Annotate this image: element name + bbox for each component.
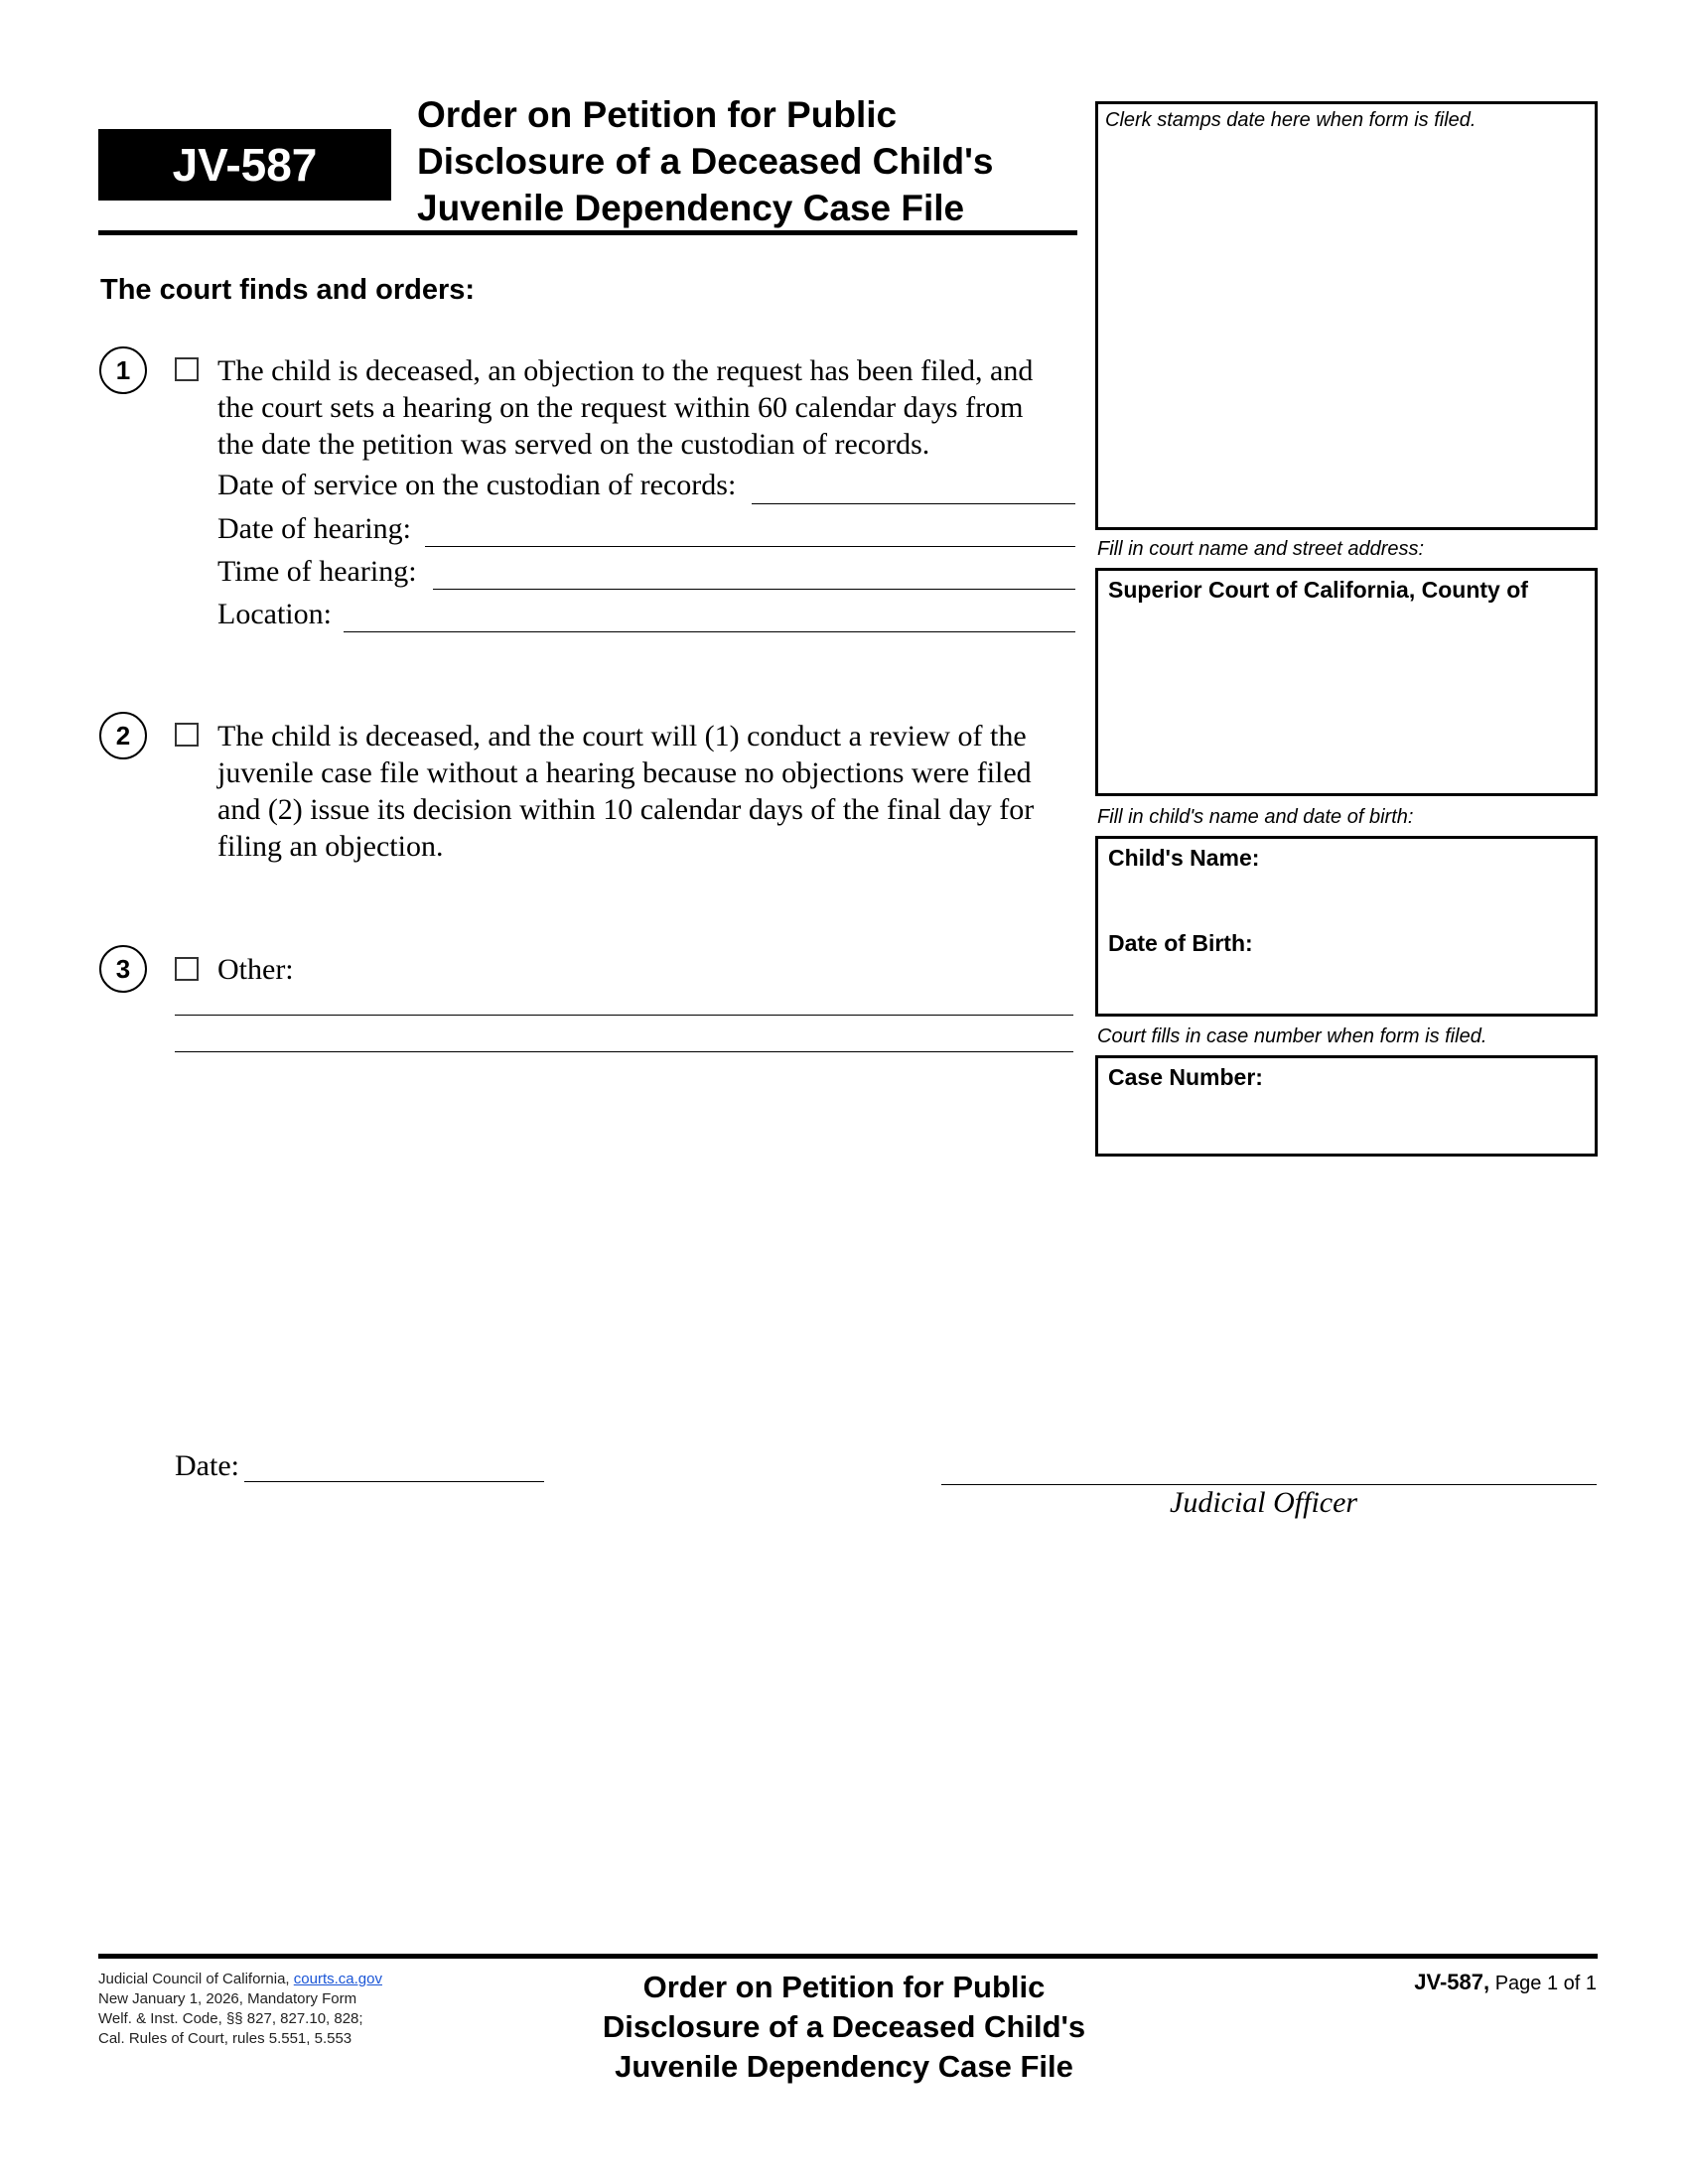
judicial-officer-label: Judicial Officer	[1170, 1486, 1358, 1519]
item-number-text: 2	[115, 720, 131, 751]
item-1-line: the date the petition was served on the custodian of records.	[217, 428, 930, 461]
date-of-service-field[interactable]	[752, 503, 1075, 504]
other-label: Other:	[217, 953, 294, 986]
case-box-caption: Court fills in case number when form is filed.	[1097, 1025, 1487, 1047]
footer-line: Cal. Rules of Court, rules 5.551, 5.553	[98, 2030, 352, 2047]
footer-title	[556, 1968, 1132, 2087]
footer-title-line: Disclosure of a Deceased Child's	[602, 2009, 1086, 2044]
form-title-line: Juvenile Dependency Case File	[417, 188, 965, 228]
item-3-checkbox[interactable]	[175, 957, 199, 981]
child-info-box[interactable]	[1095, 836, 1598, 1017]
item-2-number	[99, 712, 147, 759]
item-1-line: the court sets a hearing on the request within 60 calendar days from	[217, 391, 1024, 424]
case-number-label: Case Number:	[1108, 1064, 1263, 1090]
time-of-hearing-label: Time of hearing:	[217, 555, 417, 588]
footer-council: Judicial Council of California,	[98, 1971, 290, 1987]
item-2-text	[217, 718, 1081, 865]
form-number: JV-587	[172, 139, 318, 191]
footer-line: New January 1, 2026, Mandatory Form	[98, 1990, 357, 2007]
item-2-line: The child is deceased, and the court will (1) conduct a review of the	[217, 720, 1027, 752]
location-field[interactable]	[344, 631, 1075, 632]
child-name-label: Child's Name:	[1108, 845, 1260, 871]
clerk-stamp-caption: Clerk stamps date here when form is filed.	[1105, 109, 1477, 131]
case-number-box[interactable]	[1095, 1055, 1598, 1157]
item-1-text	[217, 352, 1071, 463]
footer-rule	[98, 1954, 1598, 1959]
form-title-line: Order on Petition for Public	[417, 94, 898, 135]
footer-page-number: Page 1 of 1	[1494, 1973, 1597, 1994]
item-2-checkbox[interactable]	[175, 723, 199, 747]
judicial-officer-signature-line[interactable]	[941, 1484, 1597, 1485]
item-number-text: 3	[115, 953, 131, 984]
other-field-line-1[interactable]	[175, 1015, 1073, 1016]
form-title-line: Disclosure of a Deceased Child's	[417, 141, 994, 182]
item-3-number	[99, 945, 147, 993]
form-title	[417, 91, 1072, 231]
item-2-line: juvenile case file without a hearing because no objections were filed	[217, 756, 1032, 789]
courts-link[interactable]: courts.ca.gov	[293, 1971, 382, 1987]
child-dob-label: Date of Birth:	[1108, 930, 1253, 956]
form-number-badge	[98, 129, 391, 201]
signature-date-label: Date:	[175, 1449, 239, 1482]
date-of-hearing-field[interactable]	[425, 546, 1075, 547]
location-label: Location:	[217, 598, 332, 630]
item-2-line: and (2) issue its decision within 10 calendar days of the final day for	[217, 793, 1035, 826]
footer-form-number: JV-587,	[1414, 1970, 1490, 1994]
time-of-hearing-field[interactable]	[433, 589, 1075, 590]
item-2-line: filing an objection.	[217, 830, 444, 863]
footer-line: Welf. & Inst. Code, §§ 827, 827.10, 828;	[98, 2010, 363, 2027]
item-1-line: The child is deceased, an objection to the request has been filed, and	[217, 354, 1034, 387]
other-field-line-2[interactable]	[175, 1051, 1073, 1052]
child-box-caption: Fill in child's name and date of birth:	[1097, 806, 1414, 828]
court-name-label: Superior Court of California, County of	[1108, 577, 1528, 603]
item-number-text: 1	[115, 354, 131, 385]
footer-title-line: Order on Petition for Public	[642, 1970, 1046, 2004]
court-name-box[interactable]	[1095, 568, 1598, 796]
footer-council-line	[98, 1970, 382, 1989]
intro-heading: The court finds and orders:	[100, 274, 476, 306]
date-of-service-label: Date of service on the custodian of records:	[217, 469, 737, 501]
footer-citation	[98, 1970, 382, 2049]
clerk-stamp-box[interactable]	[1095, 101, 1598, 530]
header-rule	[98, 230, 1077, 235]
item-1-number	[99, 346, 147, 394]
footer-title-line: Juvenile Dependency Case File	[615, 2049, 1073, 2084]
date-of-hearing-label: Date of hearing:	[217, 512, 411, 545]
court-box-caption: Fill in court name and street address:	[1097, 538, 1425, 560]
item-1-checkbox[interactable]	[175, 357, 199, 381]
footer-page-info	[1311, 1970, 1597, 1995]
signature-date-field[interactable]	[244, 1481, 544, 1482]
